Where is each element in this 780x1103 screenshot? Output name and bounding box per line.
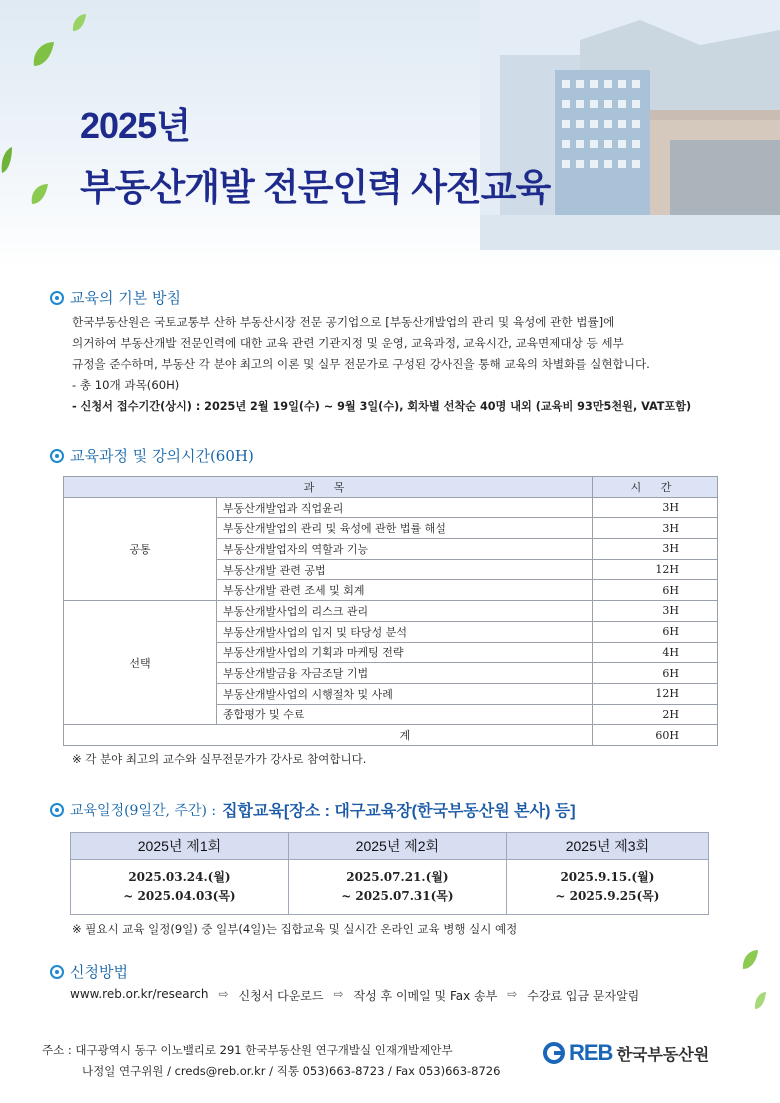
session-header: 2025년 제1회 [71,833,289,860]
subject-cell: 부동산개발업자의 역할과 기능 [217,539,593,560]
target-bullet-icon [50,965,64,979]
paragraph-line: 규정을 준수하며, 부동산 각 분야 최고의 이론 및 실무 전문가로 구성된 강사진을 통해 교육의 차별화를 실현합니다. [72,357,650,371]
leaf-icon [740,948,760,972]
leaf-icon [0,145,14,175]
main-title: 부동산개발 전문인력 사전교육 [80,167,551,208]
paragraph-line: 한국부동산원은 국토교통부 산하 부동산시장 전문 공기업으로 [부동산개발업의 관리 및 육성에 관한 법률]에 [72,315,615,329]
subject-cell: 부동산개발금융 자금조달 기법 [217,663,593,684]
schedule-note: ※ 필요시 교육 일정(9일) 중 일부(4일)는 집합교육 및 실시간 온라인 교육 병행 실시 예정 [72,922,518,936]
application-period-item: - 신청서 접수기간(상시) : 2025년 2월 19일(수) ~ 9월 3일(수), 회차별 선착순 40명 내외 (교육비 93만5천원, VAT포함) [72,400,692,413]
contact-line: 나정일 연구위원 / creds@reb.or.kr / 직통 053)663-8723 / Fax 053)663-8726 [82,1064,501,1078]
apply-step: 신청서 다운로드 [238,989,324,1003]
section-title: 교육과정 및 강의시간(60H) [70,447,254,465]
session-dates [71,860,289,915]
table-total-row [64,725,718,746]
hours-cell: 12H [593,559,718,580]
leaf-icon [30,40,56,70]
section-basic-policy-heading [50,287,181,308]
hours-cell: 6H [593,663,718,684]
leaf-icon [752,990,768,1012]
course-count-item: - 총 10개 과목(60H) [72,378,180,392]
table-row [64,497,718,518]
hours-cell: 2H [593,704,718,725]
curriculum-note: ※ 각 분야 최고의 교수와 실무전문가가 강사로 참여합니다. [72,752,367,766]
schedule-table [70,832,709,915]
apply-step: 수강료 입금 문자알림 [527,989,640,1003]
hours-cell: 3H [593,601,718,622]
hours-cell: 4H [593,642,718,663]
subject-cell: 부동산개발업의 관리 및 육성에 관한 법률 해설 [217,518,593,539]
target-bullet-icon [50,449,64,463]
section-title: 신청방법 [70,963,128,981]
arrow-right-icon: ⇨ [507,987,518,1001]
hero-banner [0,0,780,270]
target-bullet-icon [50,291,64,305]
hours-cell: 3H [593,497,718,518]
column-header-subject: 과 목 [64,477,593,498]
section-title: 교육일정(9일간, 주간) : [70,802,217,819]
end-date: ~ 2025.9.25(목) [555,889,660,903]
schedule-location: 집합교육[장소 : 대구교육장(한국부동산원 본사) 등] [222,803,576,820]
city-building-illustration [480,0,780,250]
policy-paragraph [72,312,722,417]
subject-cell: 부동산개발사업의 시행절차 및 사례 [217,683,593,704]
leaf-icon [70,12,88,34]
curriculum-table [63,476,718,746]
total-label: 계 [64,725,593,746]
website-link[interactable]: www.reb.or.kr/research [70,987,209,1001]
subject-cell: 부동산개발사업의 입지 및 타당성 분석 [217,621,593,642]
reb-logo-mark-icon [543,1042,565,1064]
session-header: 2025년 제2회 [288,833,506,860]
section-apply-heading [50,961,128,982]
column-header-hours: 시 간 [593,477,718,498]
end-date: ~ 2025.04.03(목) [123,889,236,903]
start-date: 2025.03.24.(월) [128,870,231,884]
target-bullet-icon [50,803,64,817]
hours-cell: 6H [593,621,718,642]
leaf-icon [28,182,50,208]
paragraph-line: 의거하여 부동산개발 전문인력에 대한 교육 관련 기관지정 및 운영, 교육과정, 교육시간, 교육면제대상 등 세부 [72,336,624,350]
start-date: 2025.9.15.(월) [560,870,655,884]
apply-steps [70,987,639,1004]
reb-logo [543,1040,709,1066]
table-header-row [71,833,709,860]
table-header-row [64,477,718,498]
subject-cell: 부동산개발사업의 기획과 마케팅 전략 [217,642,593,663]
hours-cell: 3H [593,539,718,560]
arrow-right-icon: ⇨ [218,987,229,1001]
end-date: ~ 2025.07.31(목) [341,889,454,903]
start-date: 2025.07.21.(월) [346,870,449,884]
session-header: 2025년 제3회 [506,833,708,860]
table-row [71,860,709,915]
logo-wordmark: REB [569,1040,613,1065]
total-hours: 60H [593,725,718,746]
group-common: 공통 [64,497,217,600]
section-curriculum-heading [50,445,254,466]
hours-cell: 3H [593,518,718,539]
session-dates [288,860,506,915]
hours-cell: 12H [593,683,718,704]
logo-org-name: 한국부동산원 [616,1046,710,1064]
contact-footer [42,1040,500,1082]
group-elective: 선택 [64,601,217,725]
subject-cell: 부동산개발사업의 리스크 관리 [217,601,593,622]
subject-cell: 부동산개발업과 직업윤리 [217,497,593,518]
subject-cell: 부동산개발 관련 공법 [217,559,593,580]
address-line: 주소 : 대구광역시 동구 이노밸리로 291 한국부동산원 연구개발실 인재개발제안부 [42,1043,453,1057]
year-title: 2025년 [80,105,190,146]
section-schedule-heading [50,798,576,821]
section-title: 교육의 기본 방침 [70,289,181,307]
subject-cell: 부동산개발 관련 조세 및 회계 [217,580,593,601]
subject-cell: 종합평가 및 수료 [217,704,593,725]
table-row [64,601,718,622]
apply-step: 작성 후 이메일 및 Fax 송부 [353,989,498,1003]
session-dates [506,860,708,915]
hours-cell: 6H [593,580,718,601]
arrow-right-icon: ⇨ [333,987,344,1001]
